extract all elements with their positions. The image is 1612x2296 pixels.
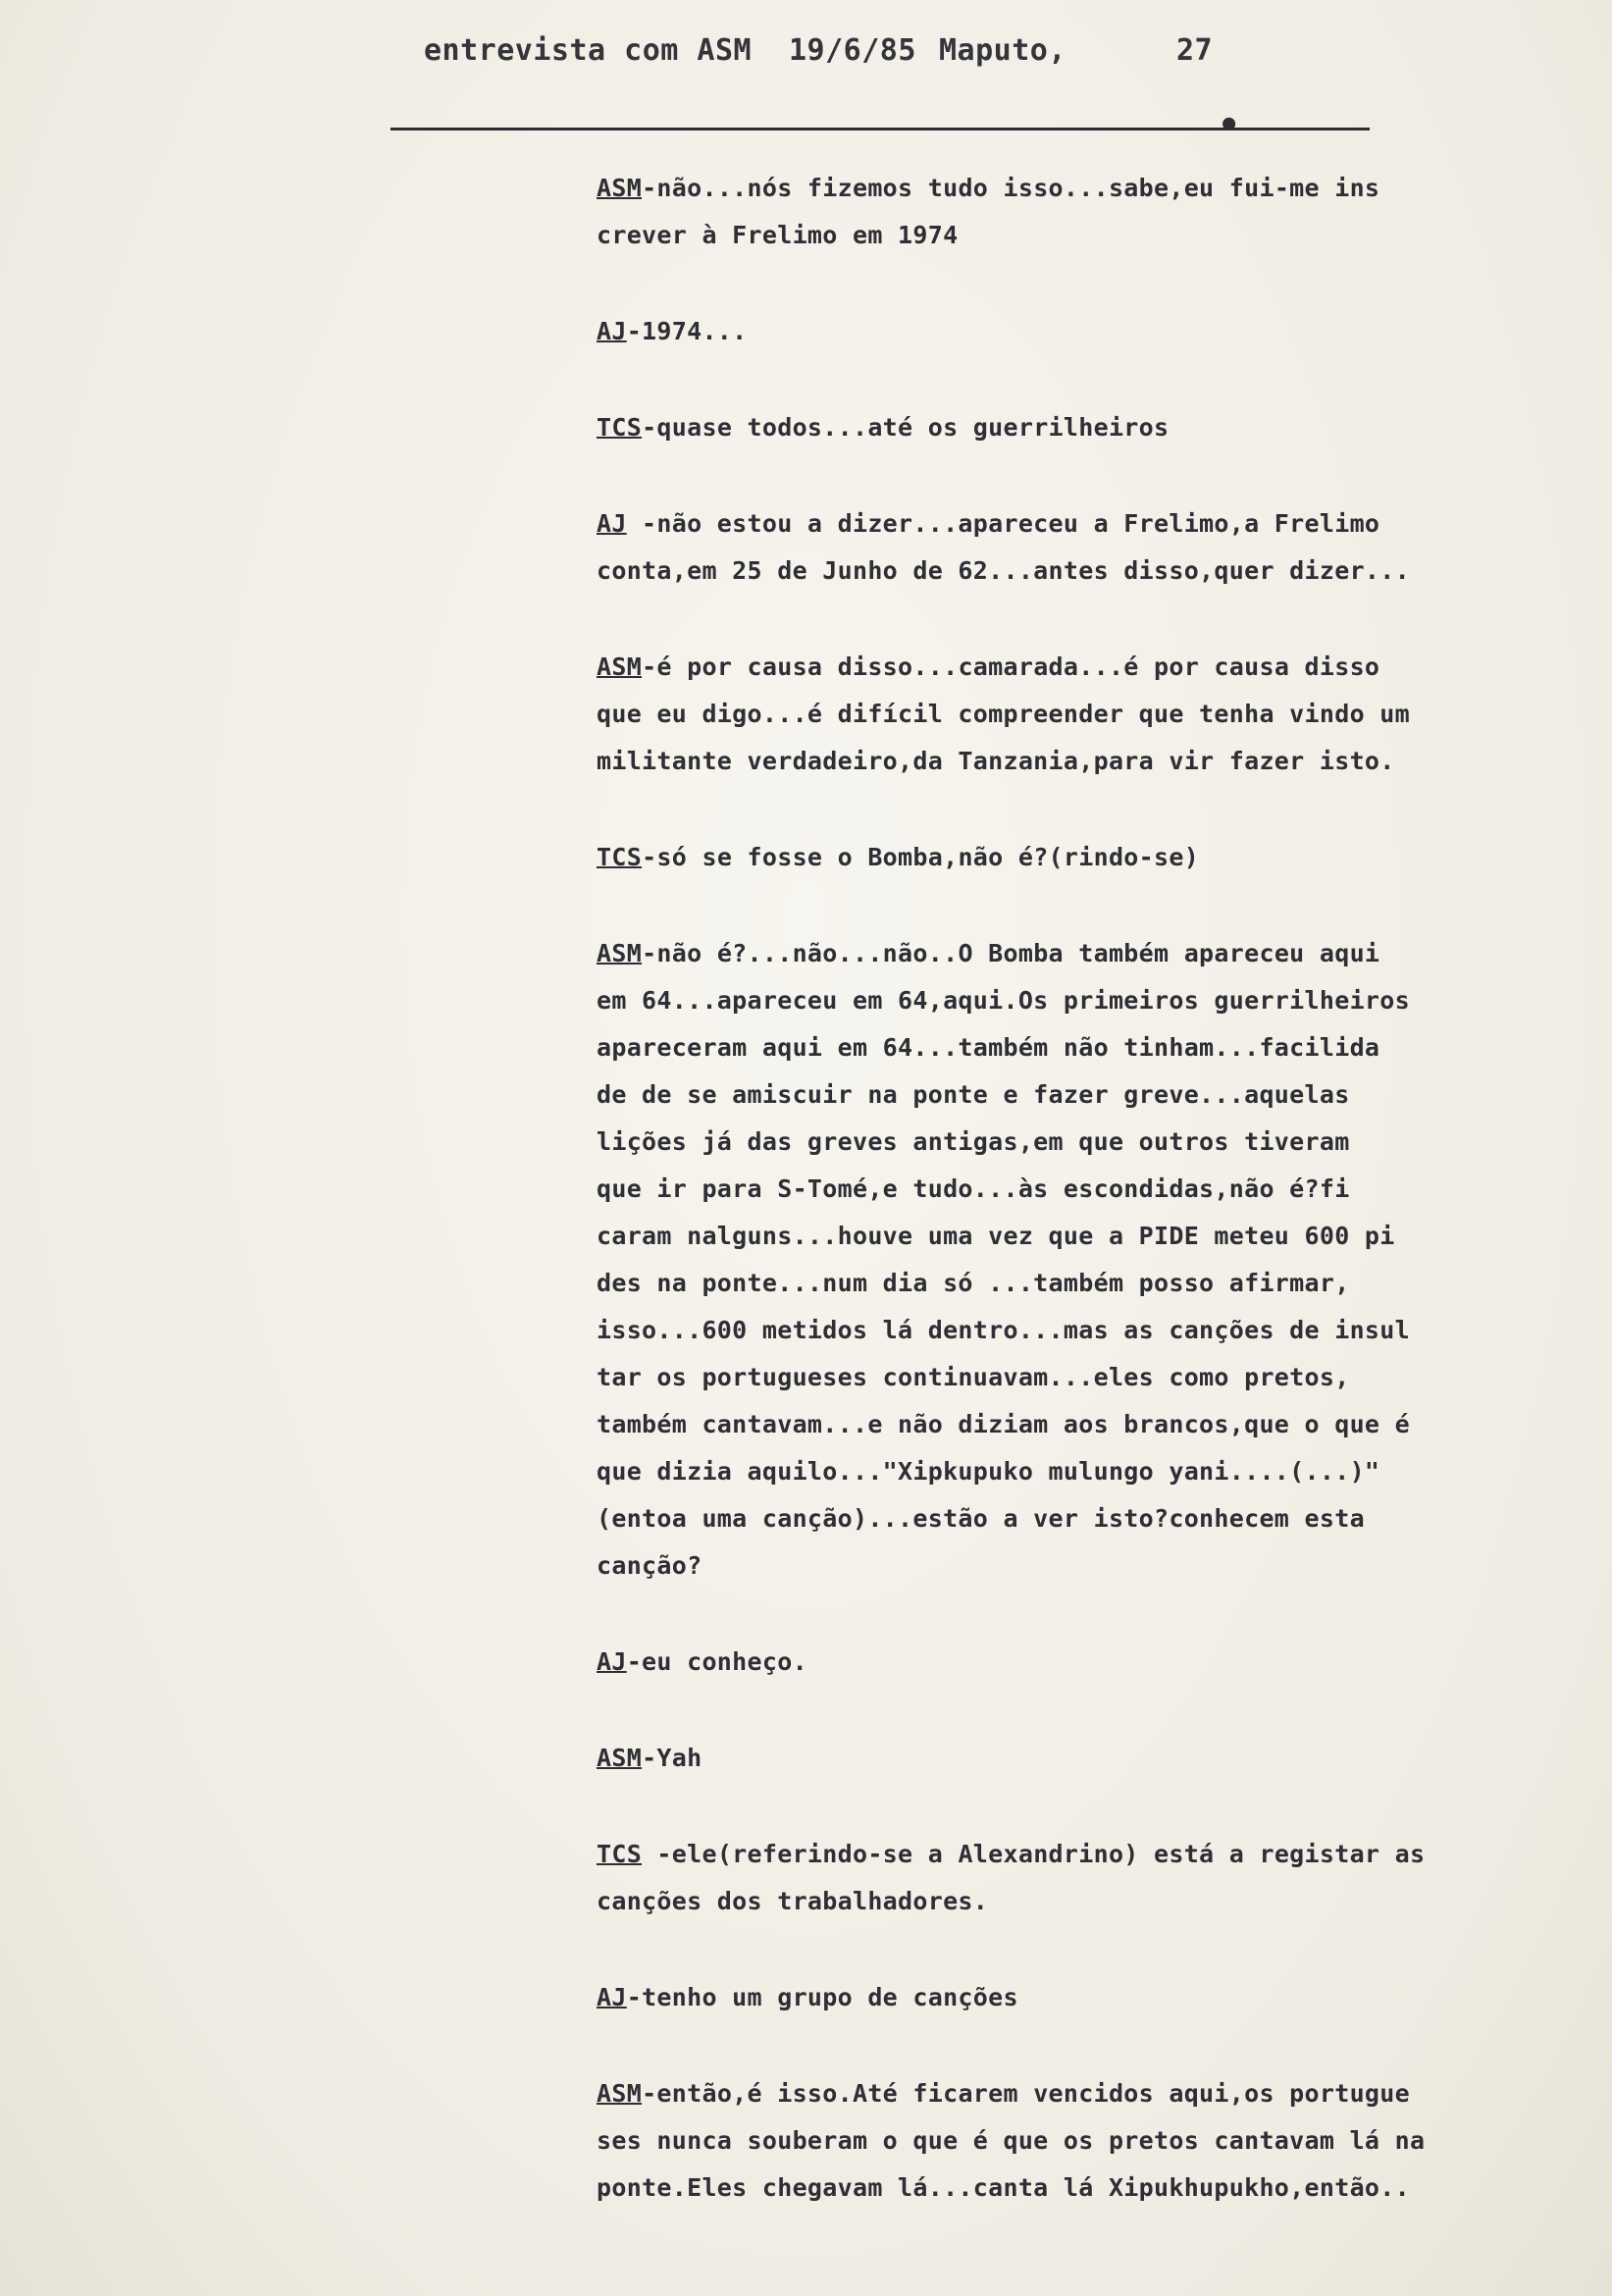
transcript-line: canção? xyxy=(597,1551,702,1580)
transcript-body xyxy=(597,165,1578,2261)
transcript-line xyxy=(597,165,1578,212)
line-text: -eu conheço. xyxy=(626,1647,807,1676)
transcript-entry xyxy=(597,308,1578,355)
transcript-line: tar os portugueses continuavam...eles como pretos, xyxy=(597,1363,1350,1391)
transcript-line: canções dos trabalhadores. xyxy=(597,1887,989,1915)
speaker-label: ASM xyxy=(597,939,643,967)
speaker-label: ASM xyxy=(597,2079,643,2108)
header-label: entrevista com ASM xyxy=(424,33,753,68)
transcript-line: lições já das greves antigas,em que outros tiveram xyxy=(597,1127,1350,1156)
speaker-label: ASM xyxy=(597,652,643,681)
line-text: -então,é isso.Até ficarem vencidos aqui,os portugue xyxy=(642,2079,1410,2108)
speaker-label: AJ xyxy=(597,317,627,345)
speaker-label: TCS xyxy=(597,843,643,871)
transcript-line: caram nalguns...houve uma vez que a PIDE meteu 600 pi xyxy=(597,1222,1395,1250)
transcript-line: (entoa uma canção)...estão a ver isto?conhecem esta xyxy=(597,1504,1365,1533)
line-text: -quase todos...até os guerrilheiros xyxy=(642,413,1170,442)
transcript-line: também cantavam...e não diziam aos brancos,que o que é xyxy=(597,1410,1410,1438)
transcript-line: ponte.Eles chegavam lá...canta lá Xipukhupukho,então.. xyxy=(597,2173,1410,2202)
transcript-entry xyxy=(597,834,1578,881)
transcript-line: isso...600 metidos lá dentro...mas as canções de insul xyxy=(597,1316,1410,1344)
transcript-line xyxy=(597,500,1578,548)
line-text: -Yah xyxy=(642,1744,702,1772)
header-place: Maputo, xyxy=(939,33,1066,68)
page-number: 27 xyxy=(1176,33,1214,68)
line-text: -é por causa disso...camarada...é por causa disso xyxy=(642,652,1380,681)
transcript-line xyxy=(597,308,1578,355)
transcript-entry xyxy=(597,2070,1578,2212)
transcript-line: ses nunca souberam o que é que os pretos cantavam lá na xyxy=(597,2126,1426,2155)
transcript-line xyxy=(597,1831,1578,1878)
transcript-line xyxy=(597,644,1578,691)
transcript-entry xyxy=(597,930,1578,1590)
transcript-line: conta,em 25 de Junho de 62...antes disso,quer dizer... xyxy=(597,556,1410,585)
transcript-line: em 64...apareceu em 64,aqui.Os primeiros guerrilheiros xyxy=(597,986,1410,1015)
transcript-entry xyxy=(597,1831,1578,1925)
header-date: 19/6/85 xyxy=(789,33,916,68)
speaker-label: AJ xyxy=(597,1983,627,2011)
line-text: -tenho um grupo de canções xyxy=(626,1983,1018,2011)
transcript-entry xyxy=(597,1639,1578,1686)
transcript-entry xyxy=(597,165,1578,259)
transcript-line: crever à Frelimo em 1974 xyxy=(597,221,959,249)
transcript-line xyxy=(597,1639,1578,1686)
speaker-label: ASM xyxy=(597,174,643,202)
transcript-line xyxy=(597,404,1578,451)
transcript-entry xyxy=(597,500,1578,595)
transcript-line: de de se amiscuir na ponte e fazer greve...aquelas xyxy=(597,1080,1350,1109)
transcript-line: que dizia aquilo..."Xipkupuko mulungo yani....(...)" xyxy=(597,1457,1380,1486)
line-text: -não...nós fizemos tudo isso...sabe,eu fui-me ins xyxy=(642,174,1380,202)
transcript-entry xyxy=(597,1974,1578,2021)
speaker-label: ASM xyxy=(597,1744,643,1772)
speaker-label: AJ xyxy=(597,509,627,538)
transcript-entry xyxy=(597,644,1578,785)
transcript-line xyxy=(597,1974,1578,2021)
line-text: -1974... xyxy=(626,317,748,345)
transcript-line: apareceram aqui em 64...também não tinham...facilida xyxy=(597,1033,1380,1062)
transcript-line: militante verdadeiro,da Tanzania,para vir fazer isto. xyxy=(597,747,1395,775)
line-text: -não é?...não...não..O Bomba também apareceu aqui xyxy=(642,939,1380,967)
speaker-label: AJ xyxy=(597,1647,627,1676)
speaker-label: TCS xyxy=(597,1840,643,1868)
line-text: -só se fosse o Bomba,não é?(rindo-se) xyxy=(642,843,1200,871)
transcript-line: que eu digo...é difícil compreender que tenha vindo um xyxy=(597,700,1410,728)
transcript-line: que ir para S-Tomé,e tudo...às escondidas,não é?fi xyxy=(597,1174,1350,1203)
transcript-entry xyxy=(597,404,1578,451)
transcript-line xyxy=(597,1735,1578,1782)
transcript-entry xyxy=(597,1735,1578,1782)
speaker-label: TCS xyxy=(597,413,643,442)
rule-mark: ● xyxy=(1222,111,1236,135)
transcript-line: des na ponte...num dia só ...também posso afirmar, xyxy=(597,1269,1350,1297)
transcript-line xyxy=(597,834,1578,881)
transcript-line xyxy=(597,2070,1578,2117)
line-text: -ele(referindo-se a Alexandrino) está a registar as xyxy=(642,1840,1426,1868)
line-text: -não estou a dizer...apareceu a Frelimo,a Frelimo xyxy=(626,509,1380,538)
transcript-line xyxy=(597,930,1578,977)
